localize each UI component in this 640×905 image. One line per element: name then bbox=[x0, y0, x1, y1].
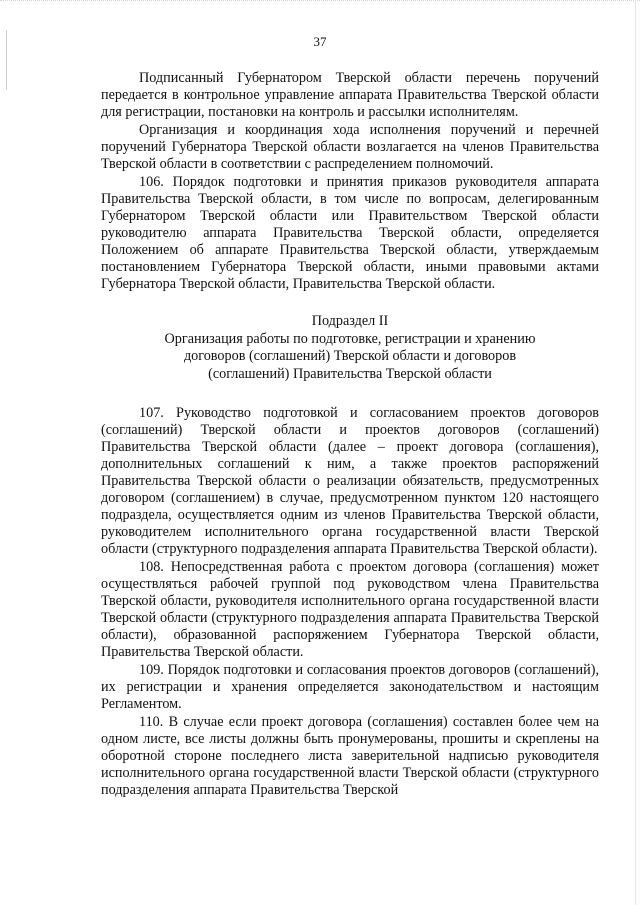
subsection-title-line-2: договоров (соглашений) Тверской области и договоров bbox=[183, 348, 517, 364]
paragraph-106: 106. Порядок подготовки и принятия приказов руководителя аппарата Правительства Тверской области, в том числе по вопросам, делегированным Губернатором Тверской области или Правительством Тверской области руководителю аппарата Правительства Тверской области, определяется Положением об аппарате Правительства Тверской области, утверждаемым постановлением Губернатора Тверской области, иными правовыми актами Губернатора Тверской области, Правительства Тверской области. bbox=[101, 174, 599, 292]
paragraph-109: 109. Порядок подготовки и согласования проектов договоров (соглашений), их регистрации и хранения определяется законодательством и настоящим Регламентом. bbox=[101, 662, 599, 712]
scan-edge-right bbox=[635, 0, 636, 905]
document-body bbox=[101, 70, 599, 799]
paragraph-108: 108. Непосредственная работа с проектом договора (соглашения) может осуществляться рабочей группой под руководством члена Правительства Тверской области, руководителя исполнительного органа государственной власти Тверской области (структурного подразделения аппарата Правительства Тверской области), образованной распоряжением Губернатора Тверской области, Правительства Тверской области. bbox=[101, 559, 599, 660]
paragraph-coordination: Организация и координация хода исполнения поручений и перечней поручений Губернатора Тверской области возлагается на членов Правительства Тверской области в соответствии с распределением полномочий. bbox=[101, 122, 599, 172]
subsection-title-line-1: Организация работы по подготовке, регистрации и хранению bbox=[164, 330, 536, 347]
subsection-label: Подраздел II bbox=[311, 313, 389, 329]
paragraph-110: 110. В случае если проект договора (соглашения) составлен более чем на одном листе, все листы должны быть пронумерованы, прошиты и скреплены на оборотной стороне последнего листа заверительной надписью руководителя исполнительного органа государственной власти Тверской области (структурного подразделения аппарата Правительства Тверской bbox=[101, 714, 599, 798]
paragraph-signed-list: Подписанный Губернатором Тверской области перечень поручений передается в контрольное управление аппарата Правительства Тверской области для регистрации, постановки на контроль и рассылки исполнителям. bbox=[101, 70, 599, 120]
scan-edge-top bbox=[0, 0, 640, 7]
page-number: 37 bbox=[313, 34, 327, 49]
subsection-title-line-3: (соглашений) Правительства Тверской области bbox=[208, 365, 492, 382]
paragraph-107: 107. Руководство подготовкой и согласованием проектов договоров (соглашений) Тверской области и проектов договоров (соглашений) Правительства Тверской области (далее – проект договора (соглашения), дополнительных соглашений к ним, а также проектов распоряжений Правительства Тверской области о реализации обязательств, предусмотренных договором (соглашением) в случае, предусмотренном пунктом 120 настоящего подраздела, осуществляется одним из членов Правительства Тверской области, руководителем исполнительного органа государственной власти Тверской области (структурного подразделения аппарата Правительства Тверской области). bbox=[101, 405, 599, 557]
subsection-heading bbox=[101, 313, 599, 383]
